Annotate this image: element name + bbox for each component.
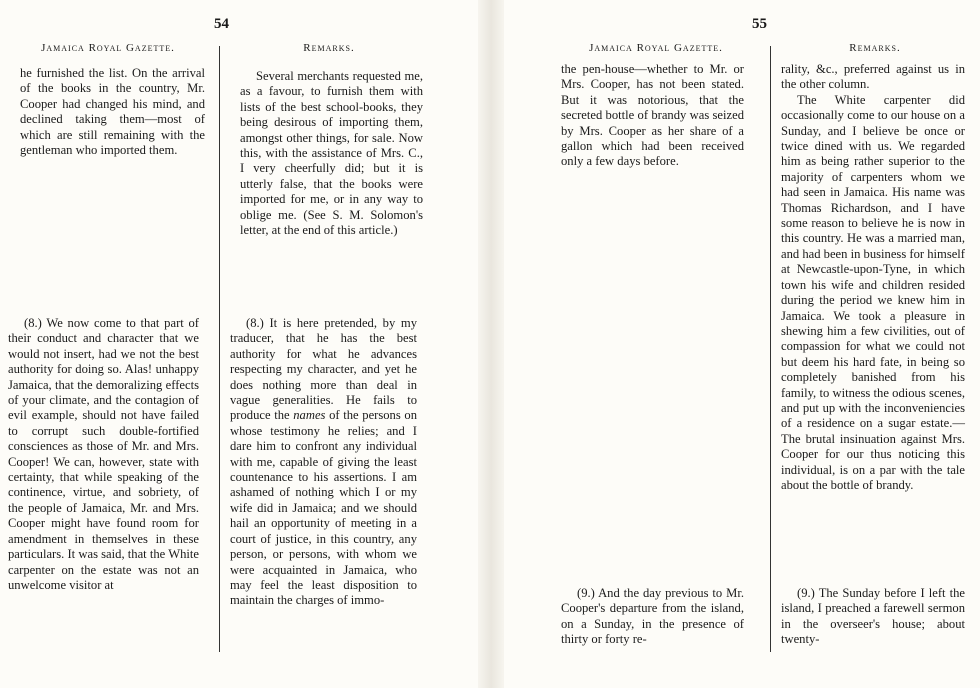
gazette-column-right-top (561, 62, 744, 170)
book-gutter (478, 0, 504, 688)
gazette-column-left-bottom (8, 316, 199, 593)
remarks-header-right: Remarks. (849, 42, 901, 54)
page-number-right: 55 (752, 16, 767, 32)
remarks-column-right-bottom (781, 586, 965, 648)
gazette-header-right: Jamaica Royal Gazette. (589, 42, 723, 54)
gazette-header-left: Jamaica Royal Gazette. (41, 42, 175, 54)
gazette-paragraph: he furnished the list. On the arrival of the books in the country, Mr. Cooper had changed his mind, and declined taking them—most of which are still remaining with the gentleman who imported them. (20, 66, 205, 158)
gazette-paragraph-8: (8.) We now come to that part of their conduct and character that we would not insert, had we not the best authority for doing so. Alas! unhappy Jamaica, that the demoralizing effects of your climate, and the contagion of evil example, should not have failed to corrupt such double-fortified consciences as those of Mr. and Mrs. Cooper! We can, however, state with certainty, that while speaking of the continence, virtue, and sobriety, of the people of Jamaica, Mr. and Mrs. Cooper might have found room for amendment in themselves in these particulars. It was said, that the White carpenter on the estate was not an unwelcome visitor at (8, 316, 199, 592)
gazette-column-right-bottom (561, 586, 744, 648)
remarks-column-left-top (240, 69, 423, 238)
column-divider-left-page (219, 46, 220, 652)
remarks-column-right (781, 62, 965, 493)
remarks-column-left-bottom (230, 316, 417, 609)
remarks-emphasis: names (293, 408, 326, 423)
gazette-paragraph-9: (9.) And the day previous to Mr. Cooper's departure from the island, on a Sunday, in the presence of thirty or forty re- (561, 586, 744, 647)
gazette-column-left-top (20, 66, 205, 158)
remarks-text-a: (8.) It is here pretended, by my traducer, that he has the best authority for what he advances respecting my character, and yet he does nothing more than deal in vague generalities. He fails to produce the (230, 316, 417, 423)
column-divider-right-page (770, 46, 771, 652)
remarks-paragraph-carpenter: The White carpenter did occasionally come to our house on a Sunday, and I believe be once or twice dined with us. We regarded him as being rather superior to the majority of carpenters whom we had seen in Jamaica. His name was Thomas Richardson, and I have some reason to believe he is now in this country. He was a married man, and had been in business for himself at Newcastle-upon-Tyne, in which town his wife and children resided during the period we knew him in Jamaica. We took a pleasure in shewing him a few civilities, out of compassion for what we could not but deem his hard fate, in being so completely banished from his family, to witness the odious scenes, and put up with the inconveniencies of a residence on a sugar estate.—The brutal insinuation against Mrs. Cooper for our thus noticing this individual, is on a par with the tale about the bottle of brandy. (781, 92, 965, 492)
remarks-paragraph-9: (9.) The Sunday before I left the island, I preached a farewell sermon in the overseer's house; about twenty- (781, 586, 965, 647)
remarks-header-left: Remarks. (303, 42, 355, 54)
gazette-paragraph: the pen-house—whether to Mr. or Mrs. Cooper, has not been stated. But it was notorious, that the secreted bottle of brandy was seized by Mrs. Cooper as her share of a gallon which had been received only a few days before. (561, 62, 744, 169)
remarks-paragraph-8 (230, 316, 417, 609)
remarks-paragraph-continued: rality, &c., preferred against us in the other column. (781, 62, 965, 92)
remarks-paragraph: Several merchants requested me, as a favour, to furnish them with lists of the best school-books, they being desirous of importing them, amongst other things, for sale. Now this, with the assistance of Mrs. C., I very cheerfully did; but it is utterly false, that the books were imported for me, or in any way to oblige me. (See S. M. Solomon's letter, at the end of this article.) (240, 69, 423, 238)
page-number-left: 54 (214, 16, 229, 32)
remarks-text-b: of the persons on whose testimony he relies; and I dare him to confront any individual with me, capable of giving the least countenance to his assertions. I am ashamed of nothing which I or my wife did in Jamaica; and we should hail an opportunity of meeting in a court of justice, in this country, any person, or persons, with whom we were acquainted in Jamaica, who may feel the least disposition to maintain the charges of immo- (230, 408, 417, 608)
